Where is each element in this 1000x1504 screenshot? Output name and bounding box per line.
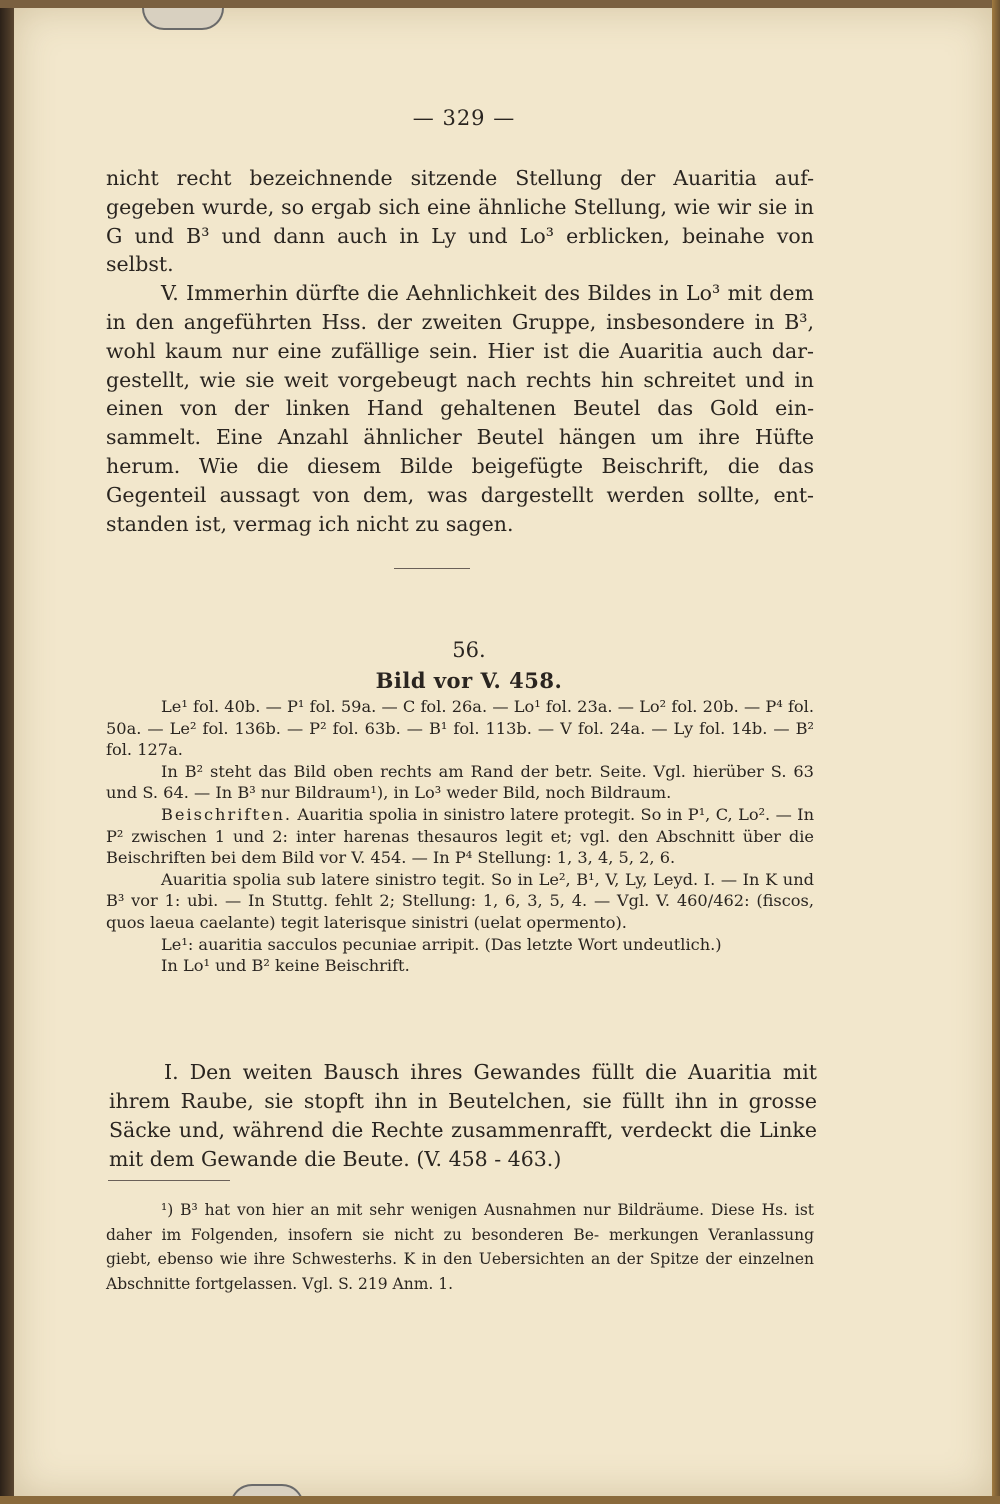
section-number: 56. (452, 638, 486, 662)
body-text-top (106, 164, 814, 538)
paragraph-v: V. Immerhin dürfte die Aehnlichkeit des Bildes in Lo³ mit dem in den angeführten Hss. der zweiten Gruppe, insbesondere in B³, wohl kaum nur eine zufällige sein. Hier ist die Auaritia auch dar- gestellt, wie sie weit vorgebeugt nach rechts hin schreitet und in einen von der linken Hand gehaltenen Beutel das Gold ein- sammelt. Eine Anzahl ähnlicher Beutel hängen um ihre Hüfte herum. Wie die diesem Bilde beigefügte Beischrift, die das Gegenteil aussagt von dem, was dargestellt werden sollte, ent- standen ist, vermag ich nicht zu sagen. (106, 281, 814, 536)
footnote (106, 1198, 814, 1296)
book-spine (0, 0, 14, 1504)
footnote-text: ¹) B³ hat von hier an mit sehr wenigen Ausnahmen nur Bildräume. Diese Hs. ist daher im Folgenden, insofern sie nicht zu besonderen Be- merkungen Veranlassung giebt, ebenso wie ihre Schwesterhs. K in den Uebersichten an der Spitze der einzelnen Abschnitte fortgelassen. Vgl. S. 219 Anm. 1. (106, 1201, 814, 1293)
body-text-bottom (109, 1058, 817, 1174)
le1-note: Le¹: auaritia sacculos pecuniae arripit. (Das letzte Wort undeutlich.) (161, 934, 722, 954)
page-edge (992, 0, 1000, 1504)
section-title: Bild vor V. 458. (375, 668, 563, 693)
clip-tab-top (142, 8, 224, 30)
beischriften-note: Beischriften. Auaritia spolia in sinistro latere protegit. So in P¹, C, Lo². — In P² zwischen 1 und 2: inter harenas thesauros legit et; vgl. den Abschnitt über die Beischriften bei dem Bild vor V. 454. — In P⁴ Stellung: 1, 3, 4, 5, 2, 6. (106, 804, 814, 868)
auaritia-tegit-note: Auaritia spolia sub latere sinistro tegit. So in Le², B¹, V, Ly, Leyd. I. — In K und B³ vor 1: ubi. — In Stuttg. fehlt 2; Stellung: 1, 6, 3, 5, 4. — Vgl. V. 460/462: (fiscos, quos laeua caelante) tegit laterisque sinistri (uelat opermento). (106, 869, 815, 932)
manuscript-references: Le¹ fol. 40b. — P¹ fol. 59a. — C fol. 26a. — Lo¹ fol. 23a. — Lo² fol. 20b. — P⁴ fol. 50a. — Le² fol. 136b. — P² fol. 63b. — B¹ fol. 113b. — V fol. 24a. — Ly fol. 14b. — B² fol. 127a. (106, 697, 815, 760)
page-number: — 329 — (412, 106, 516, 130)
bottom-edge (0, 1496, 1000, 1504)
paragraph-i: I. Den weiten Bausch ihres Gewandes füllt die Auaritia mit ihrem Raube, sie stopft ihn in Beutelchen, sie füllt ihn in grosse Säcke und, während die Rechte zusammenrafft, verdeckt die Linke mit dem Gewande die Beute. (V. 458 - 463.) (109, 1060, 817, 1171)
paragraph-continued: nicht recht bezeichnende sitzende Stellung der Auaritia auf- gegeben wurde, so ergab sich eine ähnliche Stellung, wie wir sie in G und B³ und dann auch in Ly und Lo³ erblicken, beinahe von selbst. (106, 166, 814, 277)
book-page (14, 8, 992, 1496)
top-edge (0, 0, 1000, 8)
section-divider (394, 568, 470, 569)
beischriften-label: Beischriften. (161, 804, 293, 824)
apparatus-block (106, 696, 814, 977)
clip-tab-bottom (230, 1484, 304, 1496)
lo1-note: In Lo¹ und B² keine Beischrift. (161, 956, 410, 976)
footnote-rule (108, 1180, 230, 1181)
note-b2: In B² steht das Bild oben rechts am Rand der betr. Seite. Vgl. hierüber S. 63 und S. 64. — In B³ nur Bildraum¹), in Lo³ weder Bild, noch Bildraum. (106, 761, 814, 803)
